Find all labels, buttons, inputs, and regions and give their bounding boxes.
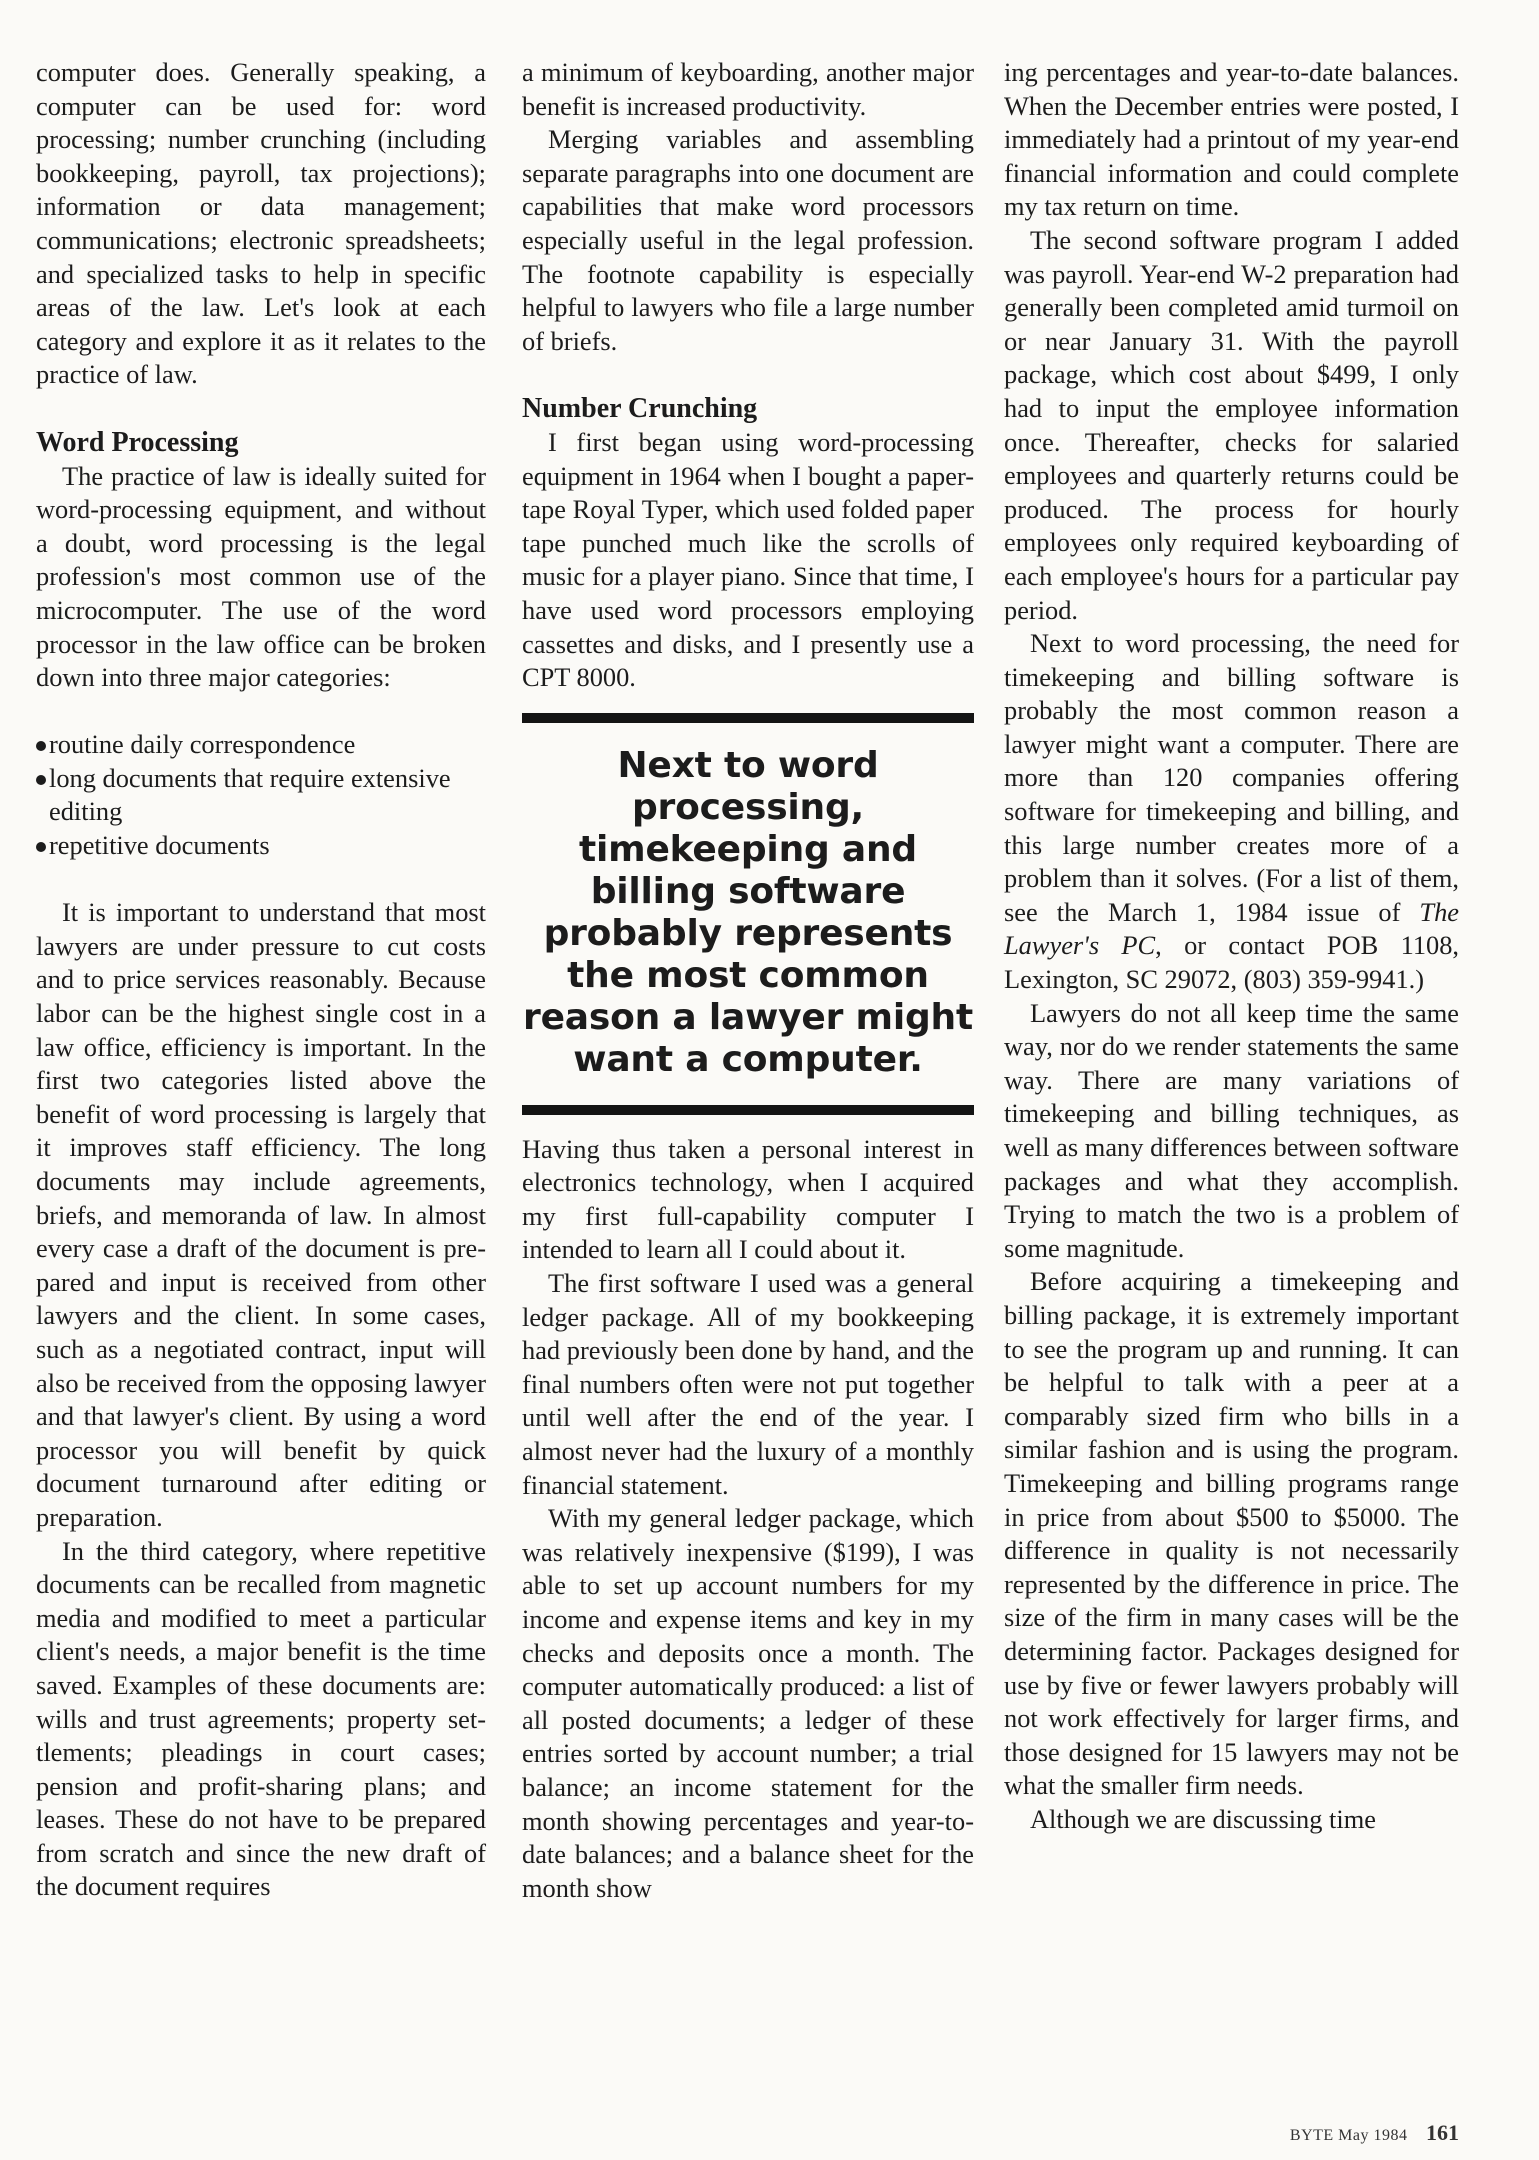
list-item: repetitive documents <box>36 829 486 863</box>
page-footer <box>1290 2120 1459 2146</box>
paragraph: The practice of law is ideally suited for word-processing equipment, and without a doubt, word processing is the legal profession's most common use of the microcomputer. The use of the word processor in the law office can be broken down into three major categories: <box>36 460 486 693</box>
paragraph: Merging variables and assembling separate paragraphs into one document are capabilities that make word processors especially useful in the legal profession. The footnote capability is especially helpful to lawyers who file a large number of briefs. <box>522 124 974 356</box>
publication-title: The Lawyer's PC <box>1004 896 1459 961</box>
pull-quote-top-rule <box>522 713 974 723</box>
paragraph: Although we are discussing time <box>1030 1803 1376 1834</box>
column-1 <box>36 56 486 1904</box>
pull-quote <box>522 713 974 1115</box>
page-number: 161 <box>1426 2120 1459 2145</box>
pull-quote-text: Next to word processing, timekeeping and billing software probably represents the most common reason a lawyer might want a computer. <box>523 744 973 1080</box>
column-3 <box>1004 56 1459 1836</box>
list-item: long documents that require extensive editing <box>36 762 486 829</box>
paragraph: I first began using word-processing equipment in 1964 when I bought a paper-tape Royal Typer, which used folded paper tape punched much like the scrolls of music for a player piano. Since that time, I have used word processors employing cassettes and disks, and I presently use a CPT 8000. <box>522 426 974 693</box>
publication-date: BYTE May 1984 <box>1289 2127 1408 2144</box>
paragraph: Before acquiring a timekeeping and billing package, it is extremely important to see the program up and running. It can be helpful to talk with a peer at a comparably sized firm who bills in a similar fashion and is using the program. Timekeeping and billing programs range in price from about $500 to $5000. The difference in quality is not necessarily represented by the difference in price. The size of the firm in many cases will be the determining factor. Packages designed for use by five or fewer lawyers probably will not work effectively for larger firms, and those designed for 15 lawyers may not be what the smaller firm needs. <box>1004 1266 1459 1801</box>
paragraph: Lawyers do not all keep time the same way, nor do we render statements the same way. There are many variations of timekeeping and billing techniques, as well as many differences between software packages and what they accomplish. Trying to match the two is a problem of some magnitude. <box>1004 997 1459 1263</box>
list-item: routine daily correspondence <box>36 728 486 762</box>
bullet-list <box>36 728 486 862</box>
paragraph: computer does. Generally speaking, a computer can be used for: word processing; number crunching (including bookkeeping, payroll, tax projections); information or data management; communications; electronic spreadsheets; and specialized tasks to help in specific areas of the law. Let's look at each category and explore it as it relates to the practice of law. <box>36 57 486 390</box>
section-heading-word-processing: Word Processing <box>36 426 239 458</box>
paragraph-text: , or contact POB 1108, Lexington, SC 29072, (803) 359-9941.) <box>1004 930 1459 995</box>
column-2 <box>522 56 974 1905</box>
paragraph: The first software I used was a general ledger package. All of my bookkeeping had previously been done by hand, and the final numbers often were not put together until well after the end of the year. I almost never had the luxury of a monthly financial statement. <box>522 1268 974 1500</box>
paragraph: ing percentages and year-to-date balances. When the December entries were posted, I immediately had a printout of my year-end financial information and could complete my tax return on time. <box>1004 57 1459 222</box>
pull-quote-bottom-rule <box>522 1105 974 1115</box>
paragraph: It is important to understand that most lawyers are under pressure to cut costs and to price services reasonably. Because labor can be the highest single cost in a law office, efficiency is important. In the first two categories listed above the benefit of word processing is largely that it improves staff efficiency. The long documents may include agreements, briefs, and memoranda of law. In almost every case a draft of the document is prepared and input is received from other lawyers and the client. In some cases, such as a negotiated contract, input will also be received from the opposing lawyer and that lawyer's client. By using a word processor you will benefit by quick document turnaround after editing or preparation. <box>36 897 486 1532</box>
paragraph: In the third category, where repetitive documents can be recalled from magnetic media and modified to meet a particular client's needs, a major benefit is the time saved. Examples of these documents are: wills and trust agreements; property settlements; pleadings in court cases; pension and profit-sharing plans; and leases. These do not have to be prepared from scratch and since the new draft of the document requires <box>36 1535 486 1902</box>
section-heading-number-crunching: Number Crunching <box>522 392 758 424</box>
paragraph: Having thus taken a personal interest in electronics technology, when I acquired my first full-capability computer I intended to learn all I could about it. <box>522 1133 974 1265</box>
paragraph: The second software program I added was payroll. Year-end W-2 preparation had generally been completed amid turmoil on or near January 31. With the payroll package, which cost about $499, I only had to input the employee information once. Thereafter, checks for salaried employees and quarterly returns could be produced. The process for hourly employees only required keyboarding of each employee's hours for a particular pay period. <box>1004 224 1459 625</box>
paragraph: With my general ledger package, which was relatively inexpensive ($199), I was able to set up account numbers for my income and expense items and key in my checks and deposits once a month. The computer automatically produced: a list of all posted documents; a ledger of these entries sorted by account number; a trial balance; an income statement for the month showing percentages and year-to-date balances; and a balance sheet for the month show <box>522 1503 974 1903</box>
paragraph-text: Next to word processing, the need for timekeeping and billing software is probably the most common reason a lawyer might want a computer. There are more than 120 companies offering software for timekeeping and billing, and this large number creates more of a problem than it solves. (For a list of them, see the March 1, 1984 issue of <box>1004 628 1459 927</box>
paragraph: a minimum of keyboarding, another major benefit is increased productivity. <box>522 57 974 121</box>
paragraph <box>1004 627 1459 997</box>
